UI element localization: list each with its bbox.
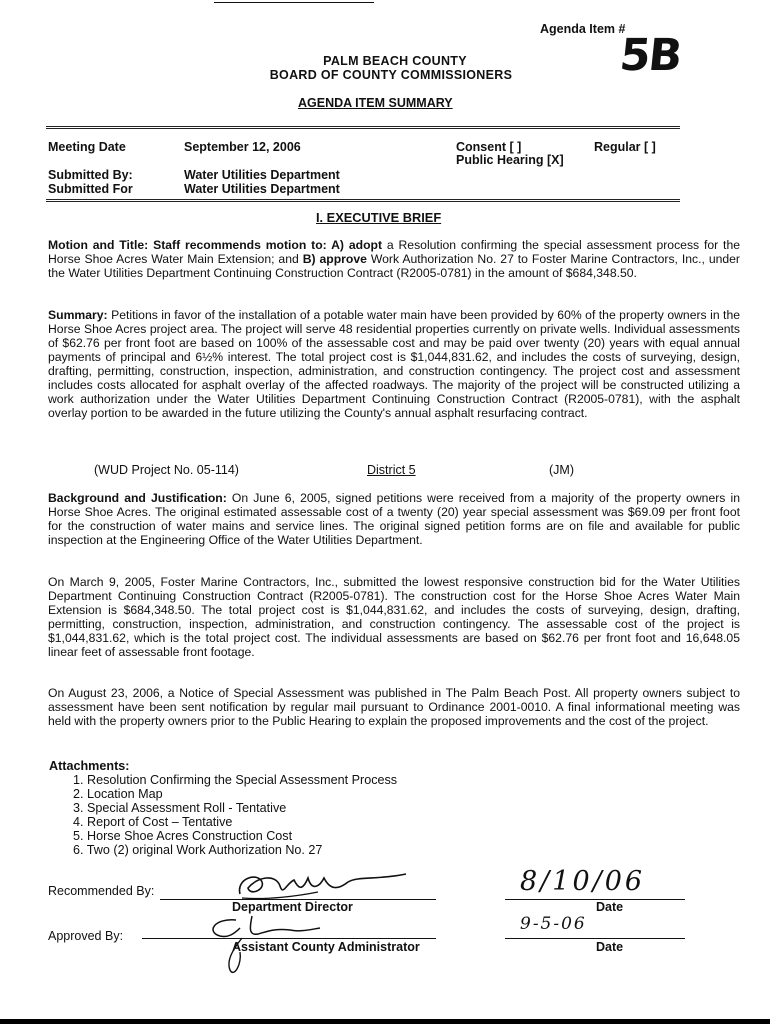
approved-by-label: Approved By:	[48, 929, 124, 943]
scan-bottom-edge	[0, 1019, 770, 1024]
notice-paragraph: On August 23, 2006, a Notice of Special Assessment was published in The Palm Beach Post. All property owners subject to assessment have been sent notification by regular mail pursuant to Ordinance 2001-0010. A final informational meeting was held with the property owners prior to the Public Hearing to explain the proposed improvements and the cost of the project.	[48, 686, 740, 728]
meeting-date-label: Meeting Date	[48, 140, 126, 154]
project-number: (WUD Project No. 05-114)	[94, 463, 239, 477]
meeting-date-value: September 12, 2006	[184, 140, 301, 154]
attachment-item: 6. Two (2) original Work Authorization No. 27	[73, 843, 323, 857]
motion-approve: B) approve	[302, 252, 367, 266]
recommended-date-line	[505, 899, 685, 900]
submitted-by-value: Water Utilities Department	[184, 168, 340, 182]
motion-text-1: a Resolution confirming the special assessment process for the Horse Shoe Acres Water Main Extension; and	[48, 238, 740, 266]
attachments-label: Attachments:	[49, 759, 130, 773]
bottom-divider	[46, 199, 680, 202]
summary-label: Summary:	[48, 308, 108, 322]
district: District 5	[367, 463, 416, 477]
motion-lead: Staff recommends motion to: A) adopt	[153, 238, 383, 252]
bid-paragraph: On March 9, 2005, Foster Marine Contractors, Inc., submitted the lowest responsive construction bid for the Water Utilities Department Continuing Construction Contract (R2005-0781). The construction cost for the Horse Shoe Acres Water Main Extension is $684,348.50. The total project cost is $1,044,831.62, and includes the costs of surveying, design, drafting, permitting, construction, inspection, administration, and construction contingency. The assessable cost of the project is $1,044,831.62, which is the total project cost. The individual assessments are based on $62.76 per front foot and 16,648.05 linear feet of assessable front footage.	[48, 575, 740, 659]
summary-title: AGENDA ITEM SUMMARY	[298, 96, 453, 110]
initials: (JM)	[549, 463, 574, 477]
agenda-item-number: 5B	[617, 30, 683, 81]
recommended-date-label: Date	[596, 900, 624, 914]
motion-label: Motion and Title:	[48, 238, 149, 252]
attachment-item: 5. Horse Shoe Acres Construction Cost	[73, 829, 293, 843]
submitted-for-label: Submitted For	[48, 182, 133, 196]
approved-title: Assistant County Administrator	[232, 940, 420, 954]
board-name: BOARD OF COUNTY COMMISSIONERS	[269, 68, 513, 82]
approved-date: 9-5-06	[520, 914, 587, 934]
public-hearing-checkbox: Public Hearing [X]	[456, 153, 564, 167]
top-divider	[46, 126, 680, 129]
scan-top-line	[214, 2, 374, 3]
submitted-for-value: Water Utilities Department	[184, 182, 340, 196]
background-paragraph	[48, 491, 740, 547]
attachment-item: 4. Report of Cost – Tentative	[73, 815, 233, 829]
attachment-item: 2. Location Map	[73, 787, 163, 801]
recommended-title: Department Director	[232, 900, 353, 914]
attachment-item: 1. Resolution Confirming the Special Assessment Process	[73, 773, 398, 787]
section-title: I. EXECUTIVE BRIEF	[316, 210, 442, 225]
attachment-item: 3. Special Assessment Roll - Tentative	[73, 801, 287, 815]
approved-date-label: Date	[596, 940, 624, 954]
regular-checkbox: Regular [ ]	[594, 140, 656, 154]
submitted-by-label: Submitted By:	[48, 168, 133, 182]
consent-checkbox: Consent [ ]	[456, 140, 522, 154]
background-text: On June 6, 2005, signed petitions were received from a majority of the property owners in Horse Shoe Acres. The original estimated assessable cost of a twenty (20) year special assessment was $69.09 per front foot for the construction of water mains and service lines. The original signed petition forms are on file and available for public inspection at the Engineering Office of the Water Utilities Department.	[48, 491, 740, 547]
recommended-by-label: Recommended By:	[48, 884, 155, 898]
summary-text: Petitions in favor of the installation of a potable water main have been provided by 60% of the property owners in the Horse Shoe Acres project area. The project will serve 48 residential properties currently on private wells. Individual assessments of $62.76 per front foot are based on 100% of the assessable cost and may be paid over twenty (20) years with equal annual payments of principal and 6½% interest. The total project cost is $1,044,831.62, and includes the costs of surveying, design, drafting, permitting, construction, inspection, administration, and construction contingency. The project cost and assessment includes costs allocated for asphalt overlay of the affected roadways. The majority of the project will be constructed utilizing a work authorization under the Water Utilities Department Continuing Construction Contract (R2005-0781), with the asphalt overlay portion to be awarded in the future utilizing the County's annual asphalt resurfacing contract.	[48, 308, 740, 420]
agenda-item-label: Agenda Item #	[540, 22, 626, 36]
background-label: Background and Justification:	[48, 491, 227, 505]
summary-paragraph	[48, 308, 740, 420]
motion-paragraph	[48, 238, 740, 280]
county-name: PALM BEACH COUNTY	[323, 54, 467, 68]
approved-date-line	[505, 938, 685, 939]
motion-text-2: Work Authorization No. 27 to Foster Marine Contractors, Inc., under the Water Utilities Department Continuing Construction Contract (R2005-0781) in the amount of $684,348.50.	[48, 252, 740, 280]
recommended-date: 8/10/06	[520, 866, 646, 897]
